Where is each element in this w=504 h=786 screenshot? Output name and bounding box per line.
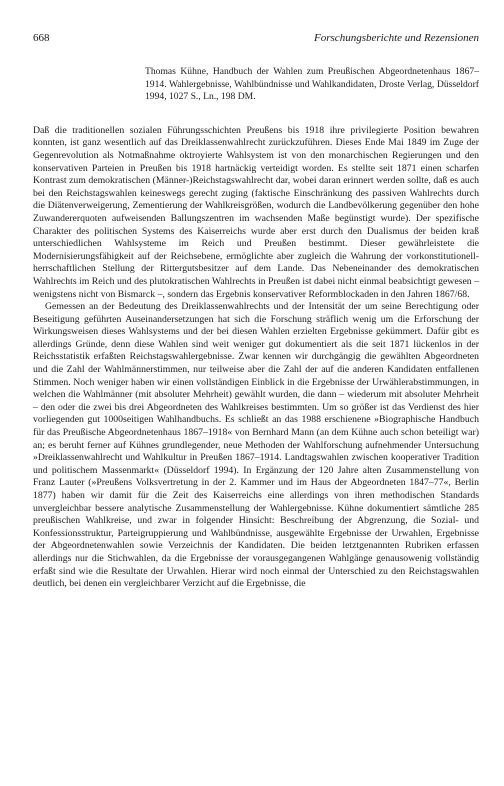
- page-number: 668: [33, 32, 50, 44]
- review-body: [33, 125, 479, 591]
- body-paragraph-2: Gemessen an der Bedeutung des Dreiklassenwahlrechts und der Intensität der um seine Berechtigung oder Beseitigung geführten Auseinandersetzungen hat sich die Forschung sträflich wenig um die Erforschung der Wirkungsweisen dieses Wahlsystems und der bei diesen Wahlen erzielten Ergebnisse gekümmert. Dafür gibt es allerdings Gründe, denn diese Wahlen sind weit weniger gut dokumentiert als die seit 1871 lückenlos in der Reichsstatistik erfaßten Reichstagswahlergebnisse. Zwar kennen wir durchgängig die gewählten Abgeordneten und die Zahl der Wahlmännerstimmen, nur teilweise aber die Zahl der auf die anderen Kandidaten entfallenen Stimmen. Noch weniger haben wir einen vollständigen Einblick in die Ergebnisse der Urwählerabstimmungen, in welchen die Wahlmänner (mit absoluter Mehrheit) gewählt wurden, die dann – wiederum mit absoluter Mehrheit – den oder die zwei bis drei Abgeordneten des Wahlkreises bestimmten. Um so größer ist das Verdienst des hier vorliegenden gut 1000seitigen Wahlhandbuchs. Es schließt an das 1988 erschienene »Biographische Handbuch für das Preußische Abgeordnetenhaus 1867–1918« von Bernhard Mann (an dem Kühne auch schon beteiligt war) an; es beruht ferner auf Kühnes grundlegender, neue Methoden der Wahlforschung aufnehmender Untersuchung »Dreiklassenwahlrecht und Wahlkultur in Preußen 1867–1914. Landtagswahlen zwischen kooperativer Tradition und politischem Massenmarkt« (Düsseldorf 1994). In Ergänzung der 120 Jahre alten Zusammenstellung von Franz Lauter (»Preußens Volksvertretung in der 2. Kammer und im Haus der Abgeordneten 1847–77«, Berlin 1877) haben wir damit für die Zeit des Kaiserreichs eine allerdings von ihren methodischen Standards unvergleichbar bessere analytische Zusammenstellung der Wahlergebnisse. Kühne dokumentiert sämtliche 285 preußischen Wahlkreise, und zwar in folgender Hinsicht: Beschreibung der Abgrenzung, die Sozial- und Konfessionsstruktur, Parteigruppierung und Wahlbündnisse, ausgewählte Ergebnisse der Urwahlen, Ergebnisse der Abgeordnetenwahlen sowie Verzeichnis der Kandidaten. Die beiden letztgenannten Rubriken erfassen allerdings nur die Stichwahlen, da die Ergebnisse der vorausgegangenen Wahlgänge genausowenig vollständig erfaßt sind wie die Resultate der Urwahlen. Hierar wird noch einmal der Unterschied zu den Reichstagswahlen deutlich, bei denen ein vergleichbarer Verzicht auf die Ergebnisse, die: [33, 301, 479, 590]
- section-title: Forschungsberichte und Rezensionen: [314, 32, 479, 44]
- book-citation: Thomas Kühne, Handbuch der Wahlen zum Preußischen Abgeordnetenhaus 1867–1914. Wahlergebnisse, Wahlbündnisse und Wahlkandidaten, Droste Verlag, Düsseldorf 1994, 1027 S., Ln., 198 DM.: [145, 66, 479, 103]
- body-paragraph-1: Daß die traditionellen sozialen Führungsschichten Preußens bis 1918 ihre privilegierte Position bewahren konnten, ist ganz wesentlich auf das Dreiklassenwahlrecht zurückzuführen. Dieses Ende Mai 1849 im Zuge der Gegenrevolution als Notmaßnahme oktroyierte Wahlsystem ist von den monarchischen Regierungen und den konservativen Parteien in Preußen bis 1918 hartnäckig verteidigt worden. Es stellte seit 1871 einen scharfen Kontrast zum demokratischen (Männer-)Reichstagswahlrecht dar, wobei daran erinnert werden sollte, daß es auch bei den Reichstagswahlen keineswegs gerecht zuging (faktische Einschränkung des passiven Wahlrechts durch die Diätenverweigerung, Zementierung der Wahlkreisgrößen, wodurch die Landbevölkerung gegenüber den hohe Zuwandererquoten aufweisenden Ballungszentren im wachsenden Maße begünstigt wurde). Der spezifische Charakter des politischen Systems des Kaiserreichs wurde aber erst durch den Dualismus der beiden kraß unterschiedlichen Wahlsysteme im Reich und Preußen bestimmt. Dieser gewährleistete die Modernisierungsfähigkeit auf der Reichsebene, ermöglichte aber zugleich die Wahrung der vorkonstitutionell-herrschaftlichen Stellung der Rittergutsbesitzer auf dem Lande. Das Nebeneinander des demokratischen Wahlrechts im Reich und des plutokratischen Wahlrechts in Preußen ist dabei nicht einmal beabsichtigt gewesen – wenigstens nicht von Bismarck –, sondern das Ergebnis konservativer Reformblockaden in den Jahren 1867/68.: [33, 124, 479, 300]
- running-head: [33, 32, 479, 45]
